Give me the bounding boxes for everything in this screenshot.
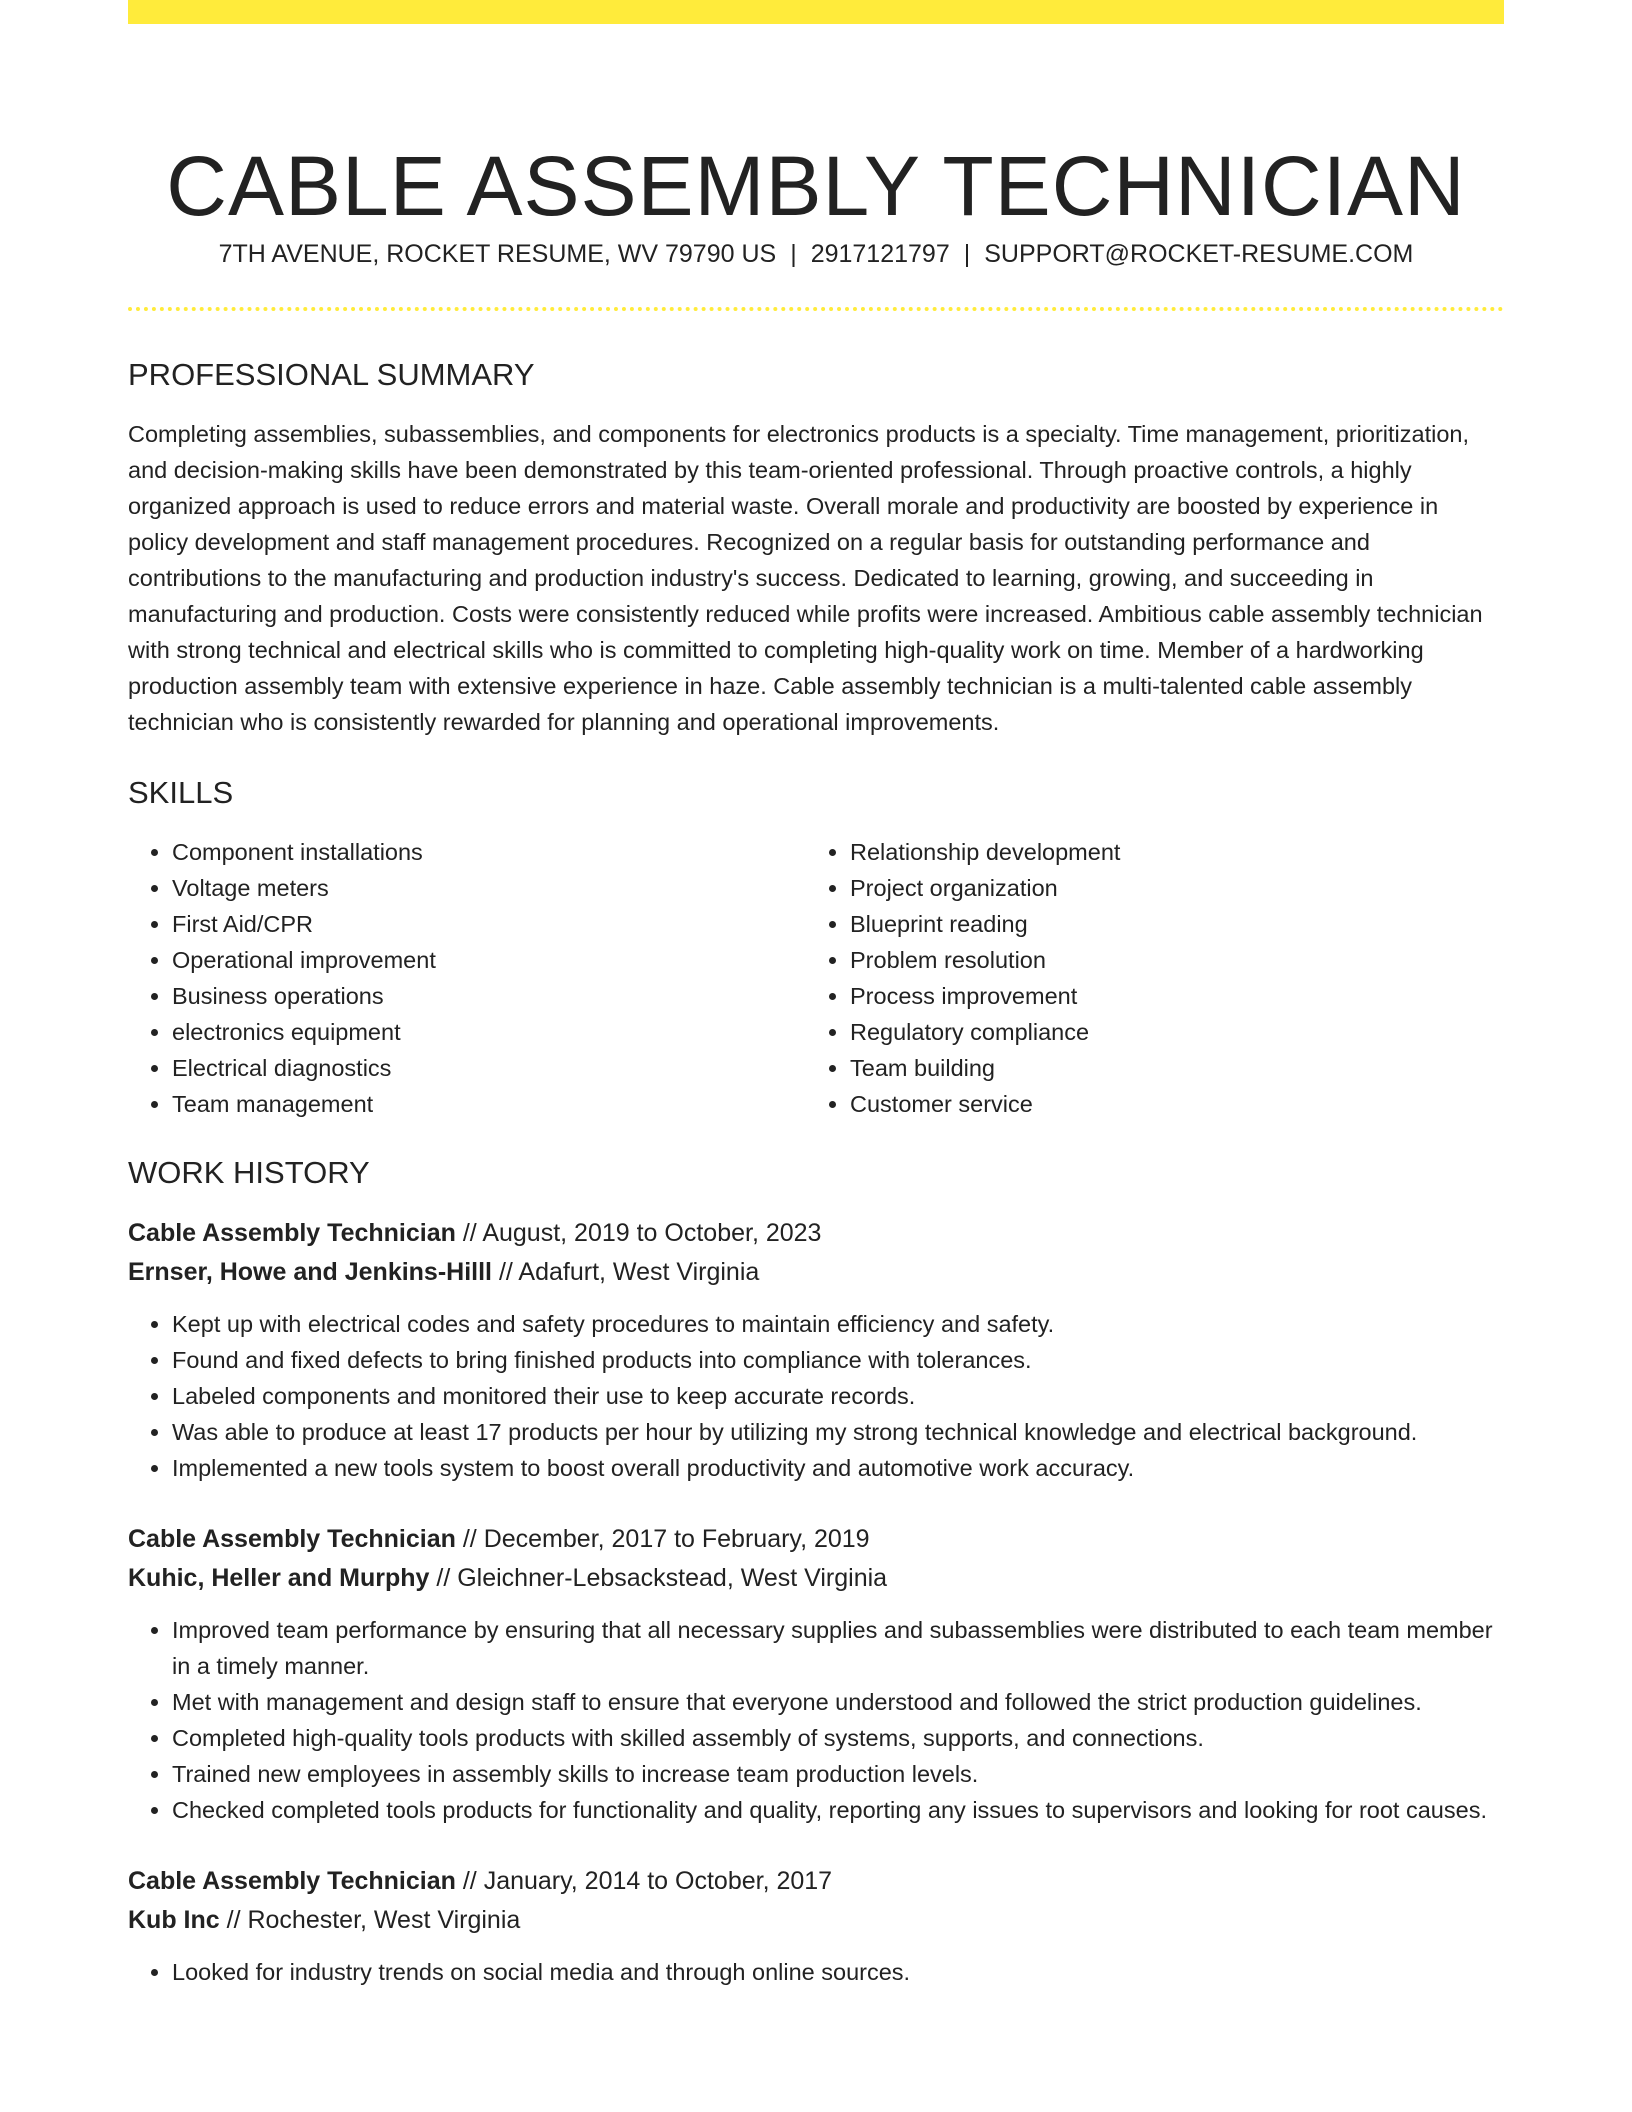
skill-item: • Team management bbox=[172, 1086, 806, 1122]
skills-column-left bbox=[128, 834, 806, 1122]
job-title-line bbox=[128, 1862, 1504, 1901]
job-bullets bbox=[128, 1306, 1504, 1486]
skill-item: • Project organization bbox=[850, 870, 1484, 906]
job-dates: // December, 2017 to February, 2019 bbox=[462, 1525, 870, 1553]
job-dates: // August, 2019 to October, 2023 bbox=[462, 1219, 822, 1247]
job-bullet: • Trained new employees in assembly skills to increase team production levels. bbox=[172, 1756, 1504, 1792]
job-company-line bbox=[128, 1901, 1504, 1940]
skills-list bbox=[128, 834, 1504, 1122]
job-company-line bbox=[128, 1559, 1504, 1598]
skill-item: • electronics equipment bbox=[172, 1014, 806, 1050]
skill-item: • Voltage meters bbox=[172, 870, 806, 906]
job-company: Kuhic, Heller and Murphy bbox=[128, 1564, 430, 1592]
skill-item: • Operational improvement bbox=[172, 942, 806, 978]
job-company-line bbox=[128, 1253, 1504, 1292]
skill-item: • Business operations bbox=[172, 978, 806, 1014]
job-bullet: • Implemented a new tools system to boost overall productivity and automotive work accuracy. bbox=[172, 1450, 1504, 1486]
skill-item: • Blueprint reading bbox=[850, 906, 1484, 942]
job-bullet: • Found and fixed defects to bring finished products into compliance with tolerances. bbox=[172, 1342, 1504, 1378]
page-title: CABLE ASSEMBLY TECHNICIAN bbox=[166, 139, 1466, 234]
job-bullet: • Was able to produce at least 17 products per hour by utilizing my strong technical knowledge and electrical background. bbox=[172, 1414, 1504, 1450]
job-bullets bbox=[128, 1954, 1504, 1990]
skill-item: • Component installations bbox=[172, 834, 806, 870]
job-title-line bbox=[128, 1214, 1504, 1253]
phone-text[interactable]: 2917121797 bbox=[810, 240, 950, 268]
skill-item: • Electrical diagnostics bbox=[172, 1050, 806, 1086]
job-entry bbox=[128, 1520, 1504, 1828]
skill-item: • Team building bbox=[850, 1050, 1484, 1086]
job-bullet: • Kept up with electrical codes and safety procedures to maintain efficiency and safety. bbox=[172, 1306, 1504, 1342]
job-bullet: • Looked for industry trends on social media and through online sources. bbox=[172, 1954, 1504, 1990]
skill-item: • Process improvement bbox=[850, 978, 1484, 1014]
accent-top-bar bbox=[128, 0, 1504, 24]
job-location: // Adafurt, West Virginia bbox=[498, 1258, 760, 1286]
job-bullet: • Improved team performance by ensuring that all necessary supplies and subassemblies were distributed to each team member in a timely manner. bbox=[172, 1612, 1504, 1684]
dotted-divider bbox=[128, 307, 1504, 311]
work-history-heading: WORK HISTORY bbox=[128, 1155, 370, 1190]
job-bullet: • Labeled components and monitored their use to keep accurate records. bbox=[172, 1378, 1504, 1414]
job-bullet: • Completed high-quality tools products with skilled assembly of systems, supports, and connections. bbox=[172, 1720, 1504, 1756]
job-role: Cable Assembly Technician bbox=[128, 1867, 456, 1895]
job-bullet: • Met with management and design staff to ensure that everyone understood and followed the strict production guidelines. bbox=[172, 1684, 1504, 1720]
summary-heading: PROFESSIONAL SUMMARY bbox=[128, 357, 535, 392]
skills-heading: SKILLS bbox=[128, 775, 234, 810]
email-link[interactable]: SUPPORT@ROCKET-RESUME.COM bbox=[984, 240, 1414, 268]
job-location: // Gleichner-Lebsackstead, West Virginia bbox=[436, 1564, 888, 1592]
job-entry bbox=[128, 1862, 1504, 1990]
skill-item: • Relationship development bbox=[850, 834, 1484, 870]
skill-item: • First Aid/CPR bbox=[172, 906, 806, 942]
address-text: 7TH AVENUE, ROCKET RESUME, WV 79790 US bbox=[218, 240, 777, 268]
job-bullet: • Checked completed tools products for functionality and quality, reporting any issues to supervisors and looking for root causes. bbox=[172, 1792, 1504, 1828]
job-dates: // January, 2014 to October, 2017 bbox=[462, 1867, 833, 1895]
contact-line bbox=[128, 236, 1504, 272]
skill-item: • Regulatory compliance bbox=[850, 1014, 1484, 1050]
skill-item: • Problem resolution bbox=[850, 942, 1484, 978]
job-title-line bbox=[128, 1520, 1504, 1559]
separator: | bbox=[790, 240, 797, 268]
separator: | bbox=[963, 240, 971, 268]
job-role: Cable Assembly Technician bbox=[128, 1525, 456, 1553]
job-role: Cable Assembly Technician bbox=[128, 1219, 456, 1247]
skill-item: • Customer service bbox=[850, 1086, 1484, 1122]
summary-text: Completing assemblies, subassemblies, and components for electronics products is a specialty. Time management, prioritization, and decision-making skills have been demonstrated by this team-oriented professional. Through proactive controls, a highly organized approach is used to reduce errors and material waste. Overall morale and productivity are boosted by experience in policy development and staff management procedures. Recognized on a regular basis for outstanding performance and contributions to the manufacturing and production industry's success. Dedicated to learning, growing, and succeeding in manufacturing and production. Costs were consistently reduced while profits were increased. Ambitious cable assembly technician with strong technical and electrical skills who is committed to completing high-quality work on time. Member of a hardworking production assembly team with extensive experience in haze. Cable assembly technician is a multi-talented cable assembly technician who is consistently rewarded for planning and operational improvements. bbox=[128, 421, 1483, 735]
skills-column-right bbox=[806, 834, 1484, 1122]
job-bullets bbox=[128, 1612, 1504, 1828]
job-company: Kub Inc bbox=[128, 1906, 220, 1934]
job-entry bbox=[128, 1214, 1504, 1486]
job-company: Ernser, Howe and Jenkins-Hilll bbox=[128, 1258, 493, 1286]
job-location: // Rochester, West Virginia bbox=[226, 1906, 521, 1934]
resume-content bbox=[128, 350, 1504, 1990]
